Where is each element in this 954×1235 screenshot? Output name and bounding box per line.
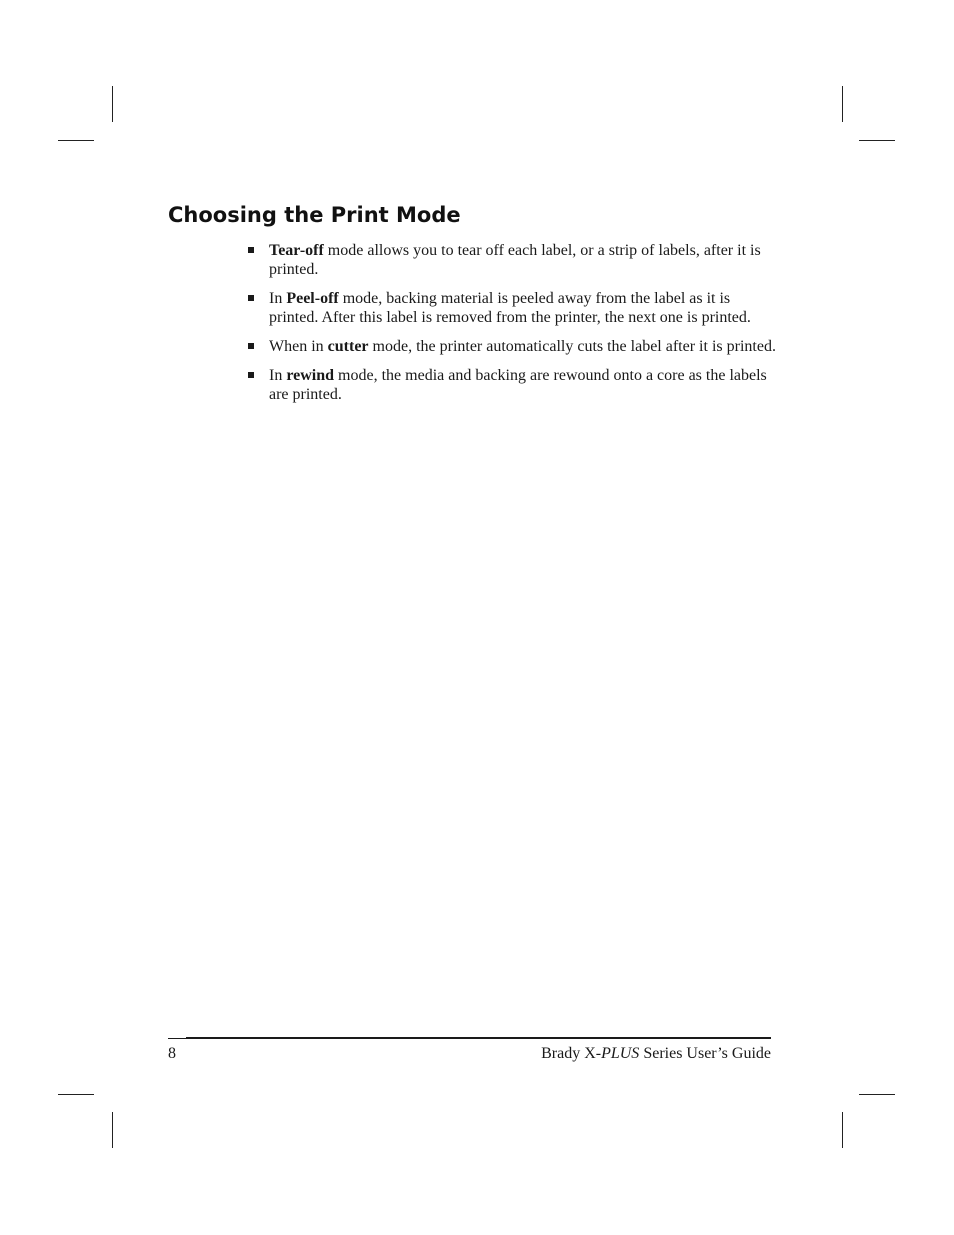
section-heading: Choosing the Print Mode (168, 203, 461, 227)
list-item-rewind (246, 366, 776, 404)
footer-divider-gap (168, 1037, 186, 1038)
crop-mark-bottom-right-vertical (842, 1112, 843, 1148)
crop-mark-bottom-right-horizontal (859, 1094, 895, 1095)
item-description: mode allows you to tear off each label, or a strip of labels, after it is printed. (269, 242, 761, 278)
item-lead-text: When in (269, 338, 328, 355)
crop-mark-top-left-horizontal (58, 140, 94, 141)
item-term: cutter (327, 338, 369, 355)
item-lead-text: In (269, 290, 287, 307)
print-mode-list (246, 241, 776, 414)
footer-title-suffix: Series User’s Guide (639, 1045, 771, 1062)
page-number: 8 (168, 1045, 176, 1062)
bullet-icon (248, 343, 254, 349)
footer-divider (168, 1037, 771, 1039)
item-description: mode, the media and backing are rewound onto a core as the labels are printed. (269, 367, 767, 403)
list-item-cutter (246, 337, 776, 356)
bullet-icon (248, 372, 254, 378)
bullet-icon (248, 295, 254, 301)
item-term: rewind (286, 367, 335, 384)
item-term: Peel-off (286, 290, 339, 307)
item-lead-text: In (269, 367, 287, 384)
crop-mark-top-right-vertical (842, 86, 843, 122)
item-term: Tear-off (269, 242, 324, 259)
footer-title-prefix: Brady X- (541, 1045, 602, 1062)
list-item-peel-off (246, 289, 776, 327)
bullet-icon (248, 247, 254, 253)
footer-title-italic: PLUS (601, 1045, 640, 1062)
crop-mark-bottom-left-vertical (112, 1112, 113, 1148)
crop-mark-top-right-horizontal (859, 140, 895, 141)
item-description: mode, the printer automatically cuts the label after it is printed. (368, 338, 776, 355)
item-description: mode, backing material is peeled away from the label as it is printed. After this label is removed from the printer, the next one is printed. (269, 290, 751, 326)
crop-mark-bottom-left-horizontal (58, 1094, 94, 1095)
list-item-tear-off (246, 241, 776, 279)
crop-mark-top-left-vertical (112, 86, 113, 122)
footer-guide-title (541, 1045, 771, 1063)
